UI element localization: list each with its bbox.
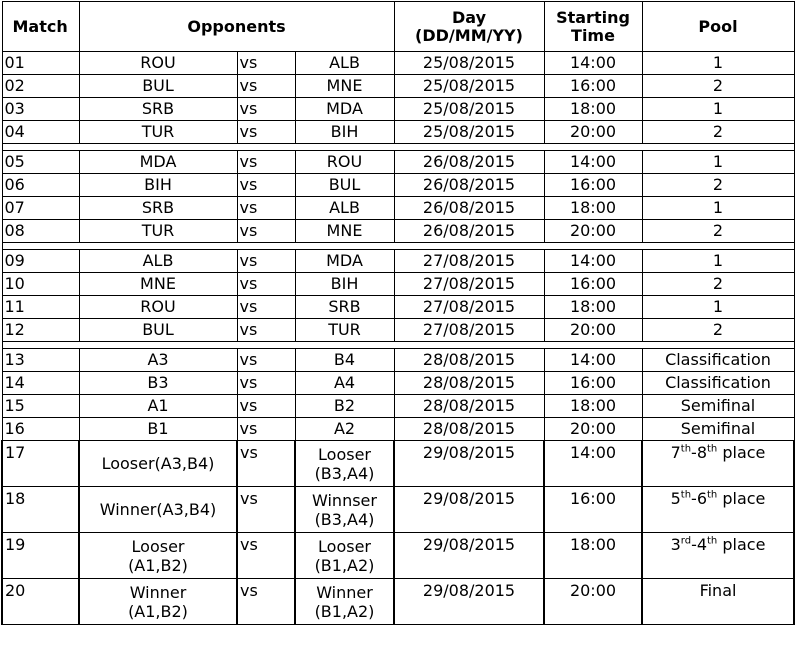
home-team: BUL [79, 319, 237, 342]
home-team [79, 579, 237, 625]
vs-label: vs [237, 319, 295, 342]
header-time-line1: Starting [556, 7, 630, 27]
table-row [2, 197, 794, 220]
home-team: A3 [79, 349, 237, 372]
match-number: 12 [2, 319, 79, 342]
group-separator [2, 144, 794, 151]
table-row [2, 395, 794, 418]
match-day: 27/08/2015 [394, 296, 544, 319]
match-number: 10 [2, 273, 79, 296]
match-day: 26/08/2015 [394, 151, 544, 174]
vs-label: vs [237, 220, 295, 243]
match-day: 25/08/2015 [394, 52, 544, 75]
away-team-line1: Looser [318, 536, 371, 556]
away-team-line2: (B3,A4) [314, 509, 375, 529]
match-number: 07 [2, 197, 79, 220]
vs-label: vs [237, 296, 295, 319]
table-row [2, 52, 794, 75]
start-time: 16:00 [544, 75, 642, 98]
vs-label: vs [237, 52, 295, 75]
match-number: 04 [2, 121, 79, 144]
away-team [295, 487, 394, 533]
away-team: B2 [295, 395, 394, 418]
start-time: 14:00 [544, 441, 642, 487]
match-number: 18 [2, 487, 79, 533]
away-team-line1: Winner [316, 582, 373, 602]
placement-num: 3 [670, 535, 681, 554]
start-time: 14:00 [544, 250, 642, 273]
vs-label: vs [237, 197, 295, 220]
match-number: 08 [2, 220, 79, 243]
header-day-line1: Day [451, 7, 486, 27]
placement-tail: place [717, 535, 766, 554]
match-day: 27/08/2015 [394, 273, 544, 296]
start-time: 16:00 [544, 174, 642, 197]
vs-label: vs [237, 349, 295, 372]
away-team-line2: (B3,A4) [314, 463, 375, 483]
pool: 1 [642, 52, 794, 75]
away-team: ALB [295, 197, 394, 220]
away-team: ALB [295, 52, 394, 75]
away-team: MDA [295, 250, 394, 273]
home-team: B1 [79, 418, 237, 441]
home-team: SRB [79, 197, 237, 220]
match-number: 02 [2, 75, 79, 98]
start-time: 18:00 [544, 296, 642, 319]
home-team: Winner(A3,B4) [79, 487, 237, 533]
away-team: BIH [295, 121, 394, 144]
home-team: BIH [79, 174, 237, 197]
away-team: B4 [295, 349, 394, 372]
away-team: SRB [295, 296, 394, 319]
match-number: 13 [2, 349, 79, 372]
vs-label: vs [237, 174, 295, 197]
match-number: 14 [2, 372, 79, 395]
start-time: 18:00 [544, 395, 642, 418]
home-team: TUR [79, 121, 237, 144]
home-team: MDA [79, 151, 237, 174]
home-team-line2: (A1,B2) [128, 555, 188, 575]
placement-sup: th [707, 443, 718, 455]
placement: Final [642, 579, 794, 625]
start-time: 18:00 [544, 197, 642, 220]
away-team: MNE [295, 75, 394, 98]
match-day: 28/08/2015 [394, 372, 544, 395]
match-day: 29/08/2015 [394, 487, 544, 533]
table-row [2, 98, 794, 121]
match-number: 19 [2, 533, 79, 579]
away-team: MDA [295, 98, 394, 121]
home-team: TUR [79, 220, 237, 243]
pool: 2 [642, 174, 794, 197]
pool: 1 [642, 296, 794, 319]
away-team: BUL [295, 174, 394, 197]
away-team: TUR [295, 319, 394, 342]
home-team: A1 [79, 395, 237, 418]
vs-label: vs [237, 579, 295, 625]
table-row [2, 121, 794, 144]
pool: Semifinal [642, 418, 794, 441]
vs-label: vs [237, 533, 295, 579]
start-time: 20:00 [544, 121, 642, 144]
pool: 2 [642, 75, 794, 98]
pool: 1 [642, 151, 794, 174]
away-team: BIH [295, 273, 394, 296]
table-row [2, 75, 794, 98]
table-row [2, 441, 794, 487]
vs-label: vs [237, 372, 295, 395]
placement-sup: th [707, 489, 718, 501]
start-time: 14:00 [544, 151, 642, 174]
match-day: 28/08/2015 [394, 418, 544, 441]
start-time: 20:00 [544, 418, 642, 441]
placement-sup: th [680, 443, 692, 455]
header-row [2, 2, 794, 52]
away-team-line1: Winnser [312, 490, 377, 510]
home-team: BUL [79, 75, 237, 98]
away-team: MNE [295, 220, 394, 243]
table-row [2, 273, 794, 296]
home-team: ROU [79, 52, 237, 75]
table-row [2, 220, 794, 243]
placement-num: 7 [670, 443, 681, 462]
match-number: 06 [2, 174, 79, 197]
start-time: 18:00 [544, 98, 642, 121]
match-number: 03 [2, 98, 79, 121]
start-time: 18:00 [544, 533, 642, 579]
pool: 2 [642, 121, 794, 144]
pool: Semifinal [642, 395, 794, 418]
placement [642, 441, 794, 487]
match-day: 26/08/2015 [394, 197, 544, 220]
group-separator [2, 342, 794, 349]
placement [642, 533, 794, 579]
pool: 1 [642, 250, 794, 273]
vs-label: vs [237, 250, 295, 273]
pool: 1 [642, 98, 794, 121]
table-row [2, 296, 794, 319]
placement-sup: th [707, 535, 718, 547]
start-time: 16:00 [544, 273, 642, 296]
start-time: 16:00 [544, 372, 642, 395]
home-team: MNE [79, 273, 237, 296]
match-day: 28/08/2015 [394, 349, 544, 372]
vs-label: vs [237, 487, 295, 533]
home-team [79, 533, 237, 579]
pool: 1 [642, 197, 794, 220]
home-team-line1: Looser [131, 536, 185, 556]
vs-label: vs [237, 75, 295, 98]
match-day: 29/08/2015 [394, 533, 544, 579]
header-time-line2: Time [571, 25, 615, 45]
match-day: 29/08/2015 [394, 579, 544, 625]
header-day-line2: (DD/MM/YY) [415, 25, 523, 45]
placement-sup: th [680, 489, 692, 501]
table-row [2, 151, 794, 174]
away-team-line2: (B1,A2) [314, 601, 375, 621]
home-team: SRB [79, 98, 237, 121]
header-pool: Pool [642, 2, 794, 52]
pool: Classification [642, 349, 794, 372]
away-team-line1: Looser [318, 444, 371, 464]
table-row [2, 250, 794, 273]
away-team: A4 [295, 372, 394, 395]
placement-mid: -6 [691, 489, 707, 508]
away-team [295, 533, 394, 579]
match-day: 27/08/2015 [394, 319, 544, 342]
match-number: 20 [2, 579, 79, 625]
match-number: 09 [2, 250, 79, 273]
match-day: 27/08/2015 [394, 250, 544, 273]
pool: 2 [642, 319, 794, 342]
table-row [2, 372, 794, 395]
header-time [544, 2, 642, 52]
match-day: 25/08/2015 [394, 98, 544, 121]
match-number: 15 [2, 395, 79, 418]
pool: 2 [642, 273, 794, 296]
start-time: 14:00 [544, 52, 642, 75]
vs-label: vs [237, 395, 295, 418]
home-team: B3 [79, 372, 237, 395]
vs-label: vs [237, 151, 295, 174]
placement-tail: place [717, 489, 766, 508]
schedule-table [1, 1, 795, 625]
start-time: 20:00 [544, 220, 642, 243]
placement-tail: place [717, 443, 766, 462]
header-match: Match [2, 2, 79, 52]
vs-label: vs [237, 418, 295, 441]
start-time: 14:00 [544, 349, 642, 372]
match-number: 01 [2, 52, 79, 75]
placement-num: 5 [670, 489, 681, 508]
vs-label: vs [237, 121, 295, 144]
match-day: 29/08/2015 [394, 441, 544, 487]
vs-label: vs [237, 273, 295, 296]
table-row [2, 319, 794, 342]
placement [642, 487, 794, 533]
home-team: Looser(A3,B4) [79, 441, 237, 487]
away-team-line2: (B1,A2) [314, 555, 375, 575]
placement-mid: -4 [691, 535, 708, 554]
away-team: A2 [295, 418, 394, 441]
table-row [2, 533, 794, 579]
placement-mid: -8 [691, 443, 707, 462]
match-number: 16 [2, 418, 79, 441]
match-number: 17 [2, 441, 79, 487]
group-separator [2, 243, 794, 250]
match-day: 25/08/2015 [394, 75, 544, 98]
header-opponents: Opponents [79, 2, 394, 52]
match-day: 25/08/2015 [394, 121, 544, 144]
home-team: ALB [79, 250, 237, 273]
home-team-line2: (A1,B2) [128, 601, 188, 621]
table-row [2, 487, 794, 533]
table-row [2, 174, 794, 197]
home-team: ROU [79, 296, 237, 319]
table-row [2, 418, 794, 441]
start-time: 20:00 [544, 319, 642, 342]
away-team [295, 441, 394, 487]
start-time: 20:00 [544, 579, 642, 625]
table-row [2, 349, 794, 372]
match-day: 26/08/2015 [394, 174, 544, 197]
vs-label: vs [237, 98, 295, 121]
match-day: 26/08/2015 [394, 220, 544, 243]
table-row [2, 579, 794, 625]
pool: 2 [642, 220, 794, 243]
away-team: ROU [295, 151, 394, 174]
match-number: 05 [2, 151, 79, 174]
match-day: 28/08/2015 [394, 395, 544, 418]
header-day [394, 2, 544, 52]
match-number: 11 [2, 296, 79, 319]
home-team-line1: Winner [129, 582, 187, 602]
placement-sup: rd [680, 535, 692, 547]
vs-label: vs [237, 441, 295, 487]
away-team [295, 579, 394, 625]
pool: Classification [642, 372, 794, 395]
start-time: 16:00 [544, 487, 642, 533]
